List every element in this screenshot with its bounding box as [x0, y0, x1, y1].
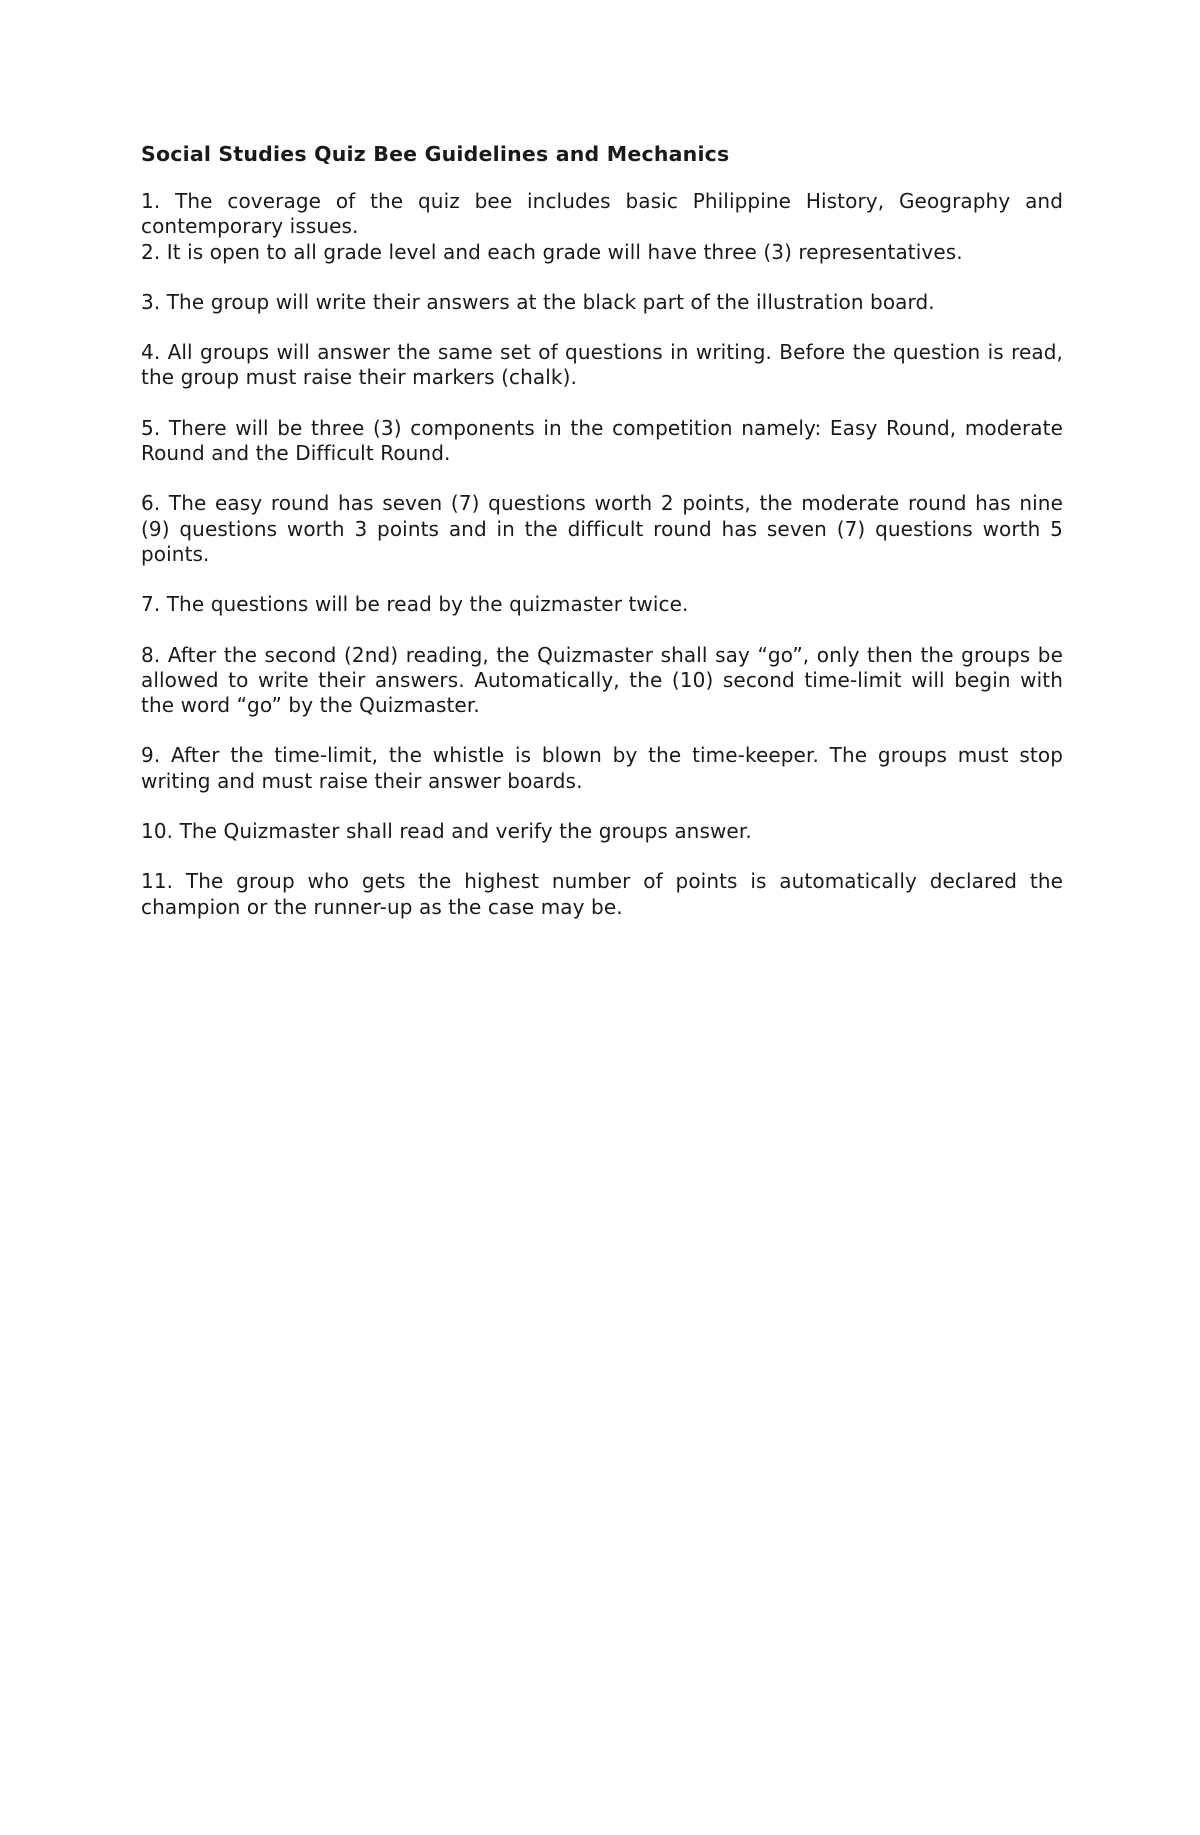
document-page [141, 140, 1063, 945]
guideline-item-5: 5. There will be three (3) components in the competition namely: Easy Round, moderate Round and the Difficult Round. [141, 415, 1063, 466]
guideline-item-7: 7. The questions will be read by the quizmaster twice. [141, 592, 689, 617]
guideline-item-8: 8. After the second (2nd) reading, the Quizmaster shall say “go”, only then the groups be allowed to write their answers. Automatically, the (10) second time-limit will begin with the word “go” by the Quizmaster. [141, 642, 1063, 718]
guideline-item-11: 11. The group who gets the highest number of points is automatically declared the champion or the runner-up as the case may be. [141, 869, 1063, 919]
guideline-item-4: 4. All groups will answer the same set of questions in writing. Before the question is read, the group must raise their markers (chalk). [141, 340, 1063, 390]
guideline-item-9: 9. After the time-limit, the whistle is blown by the time-keeper. The groups must stop writing and must raise their answer boards. [141, 743, 1063, 793]
guideline-item-6: 6. The easy round has seven (7) questions worth 2 points, the moderate round has nine (9) questions worth 3 points and in the difficult round has seven (7) questions worth 5 points. [141, 491, 1063, 566]
guideline-item-10: 10. The Quizmaster shall read and verify the groups answer. [141, 819, 752, 844]
guideline-item-2: 2. It is open to all grade level and each grade will have three (3) representatives. [141, 239, 963, 264]
document-title: Social Studies Quiz Bee Guidelines and Mechanics [141, 142, 730, 166]
guideline-item-1: 1. The coverage of the quiz bee includes basic Philippine History, Geography and contemporary issues. [141, 189, 1063, 239]
guideline-item-3: 3. The group will write their answers at the black part of the illustration board. [141, 289, 935, 314]
